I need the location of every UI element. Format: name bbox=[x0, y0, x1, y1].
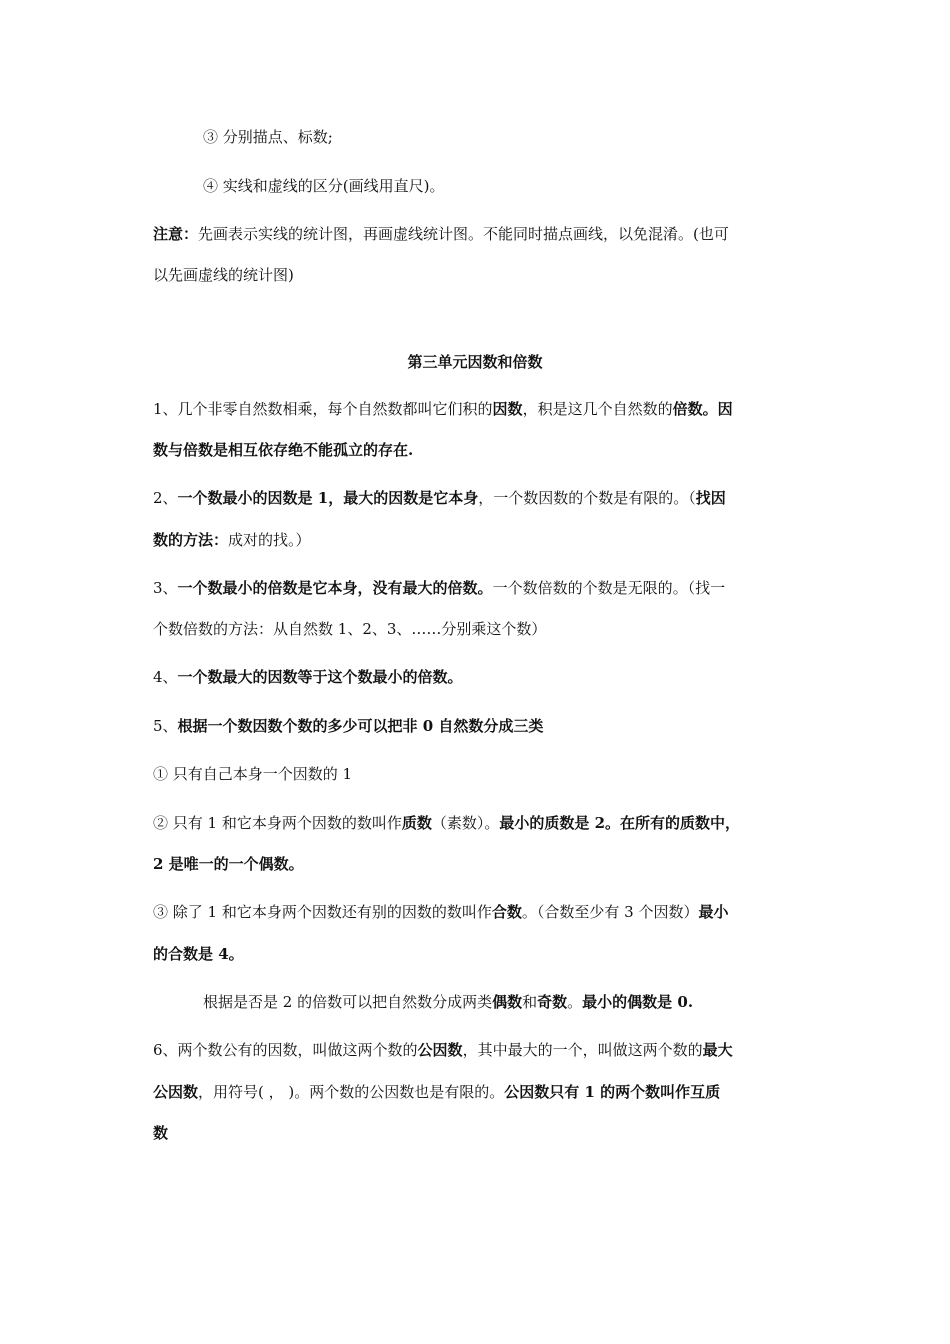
unit-title: 第三单元因数和倍数 bbox=[407, 353, 543, 371]
item-2-line-1: 2、一个数最小的因数是 1，最大的因数是它本身，一个数因数的个数是有限的。（找因 bbox=[153, 489, 726, 507]
item-3-line-2: 个数倍数的方法：从自然数 1、2、3、……分别乘这个数） bbox=[153, 620, 547, 638]
note-label: 注意： bbox=[153, 225, 199, 243]
class-3-line-2: 的合数是 4。 bbox=[153, 945, 244, 963]
class-2-line-1: ② 只有 1 和它本身两个因数的数叫作质数（素数）。最小的质数是 2。在所有的质数中， bbox=[153, 814, 741, 832]
step-3-text: ③ 分别描点、标数; bbox=[203, 128, 333, 146]
item-6-line-3: 数 bbox=[153, 1124, 169, 1142]
note-line-2: 以先画虚线的统计图) bbox=[153, 266, 294, 284]
item-1-line-2: 数与倍数是相互依存绝不能孤立的存在. bbox=[153, 441, 414, 459]
item-3-line-1: 3、一个数最小的倍数是它本身，没有最大的倍数。一个数倍数的个数是无限的。（找一 bbox=[153, 579, 726, 597]
class-2-line-2: 2 是唯一的一个偶数。 bbox=[153, 855, 304, 873]
item-4-line: 4、一个数最大的因数等于这个数最小的倍数。 bbox=[153, 668, 463, 686]
parity-line: 根据是否是 2 的倍数可以把自然数分成两类偶数和奇数。最小的偶数是 0. bbox=[203, 993, 694, 1011]
item-2-line-2: 数的方法：成对的找。） bbox=[153, 531, 311, 549]
item-1-line-1: 1、几个非零自然数相乘，每个自然数都叫它们积的因数，积是这几个自然数的倍数。因 bbox=[153, 400, 733, 418]
item-6-line-1: 6、两个数公有的因数，叫做这两个数的公因数，其中最大的一个，叫做这两个数的最大 bbox=[153, 1041, 733, 1059]
class-1-line: ① 只有自己本身一个因数的 1 bbox=[153, 765, 353, 783]
step-4-text: ④ 实线和虚线的区分(画线用直尺)。 bbox=[203, 177, 445, 195]
note-text: 先画表示实线的统计图，再画虚线统计图。不能同时描点画线，以免混淆。(也可 bbox=[198, 225, 729, 243]
note-line-1 bbox=[153, 224, 813, 244]
item-5-line: 5、根据一个数因数个数的多少可以把非 0 自然数分成三类 bbox=[153, 717, 544, 735]
item-6-line-2: 公因数，用符号( ， )。两个数的公因数也是有限的。公因数只有 1 的两个数叫作互质 bbox=[153, 1083, 721, 1101]
class-3-line-1: ③ 除了 1 和它本身两个因数还有别的因数的数叫作合数。（合数至少有 3 个因数）最小 bbox=[153, 903, 729, 921]
